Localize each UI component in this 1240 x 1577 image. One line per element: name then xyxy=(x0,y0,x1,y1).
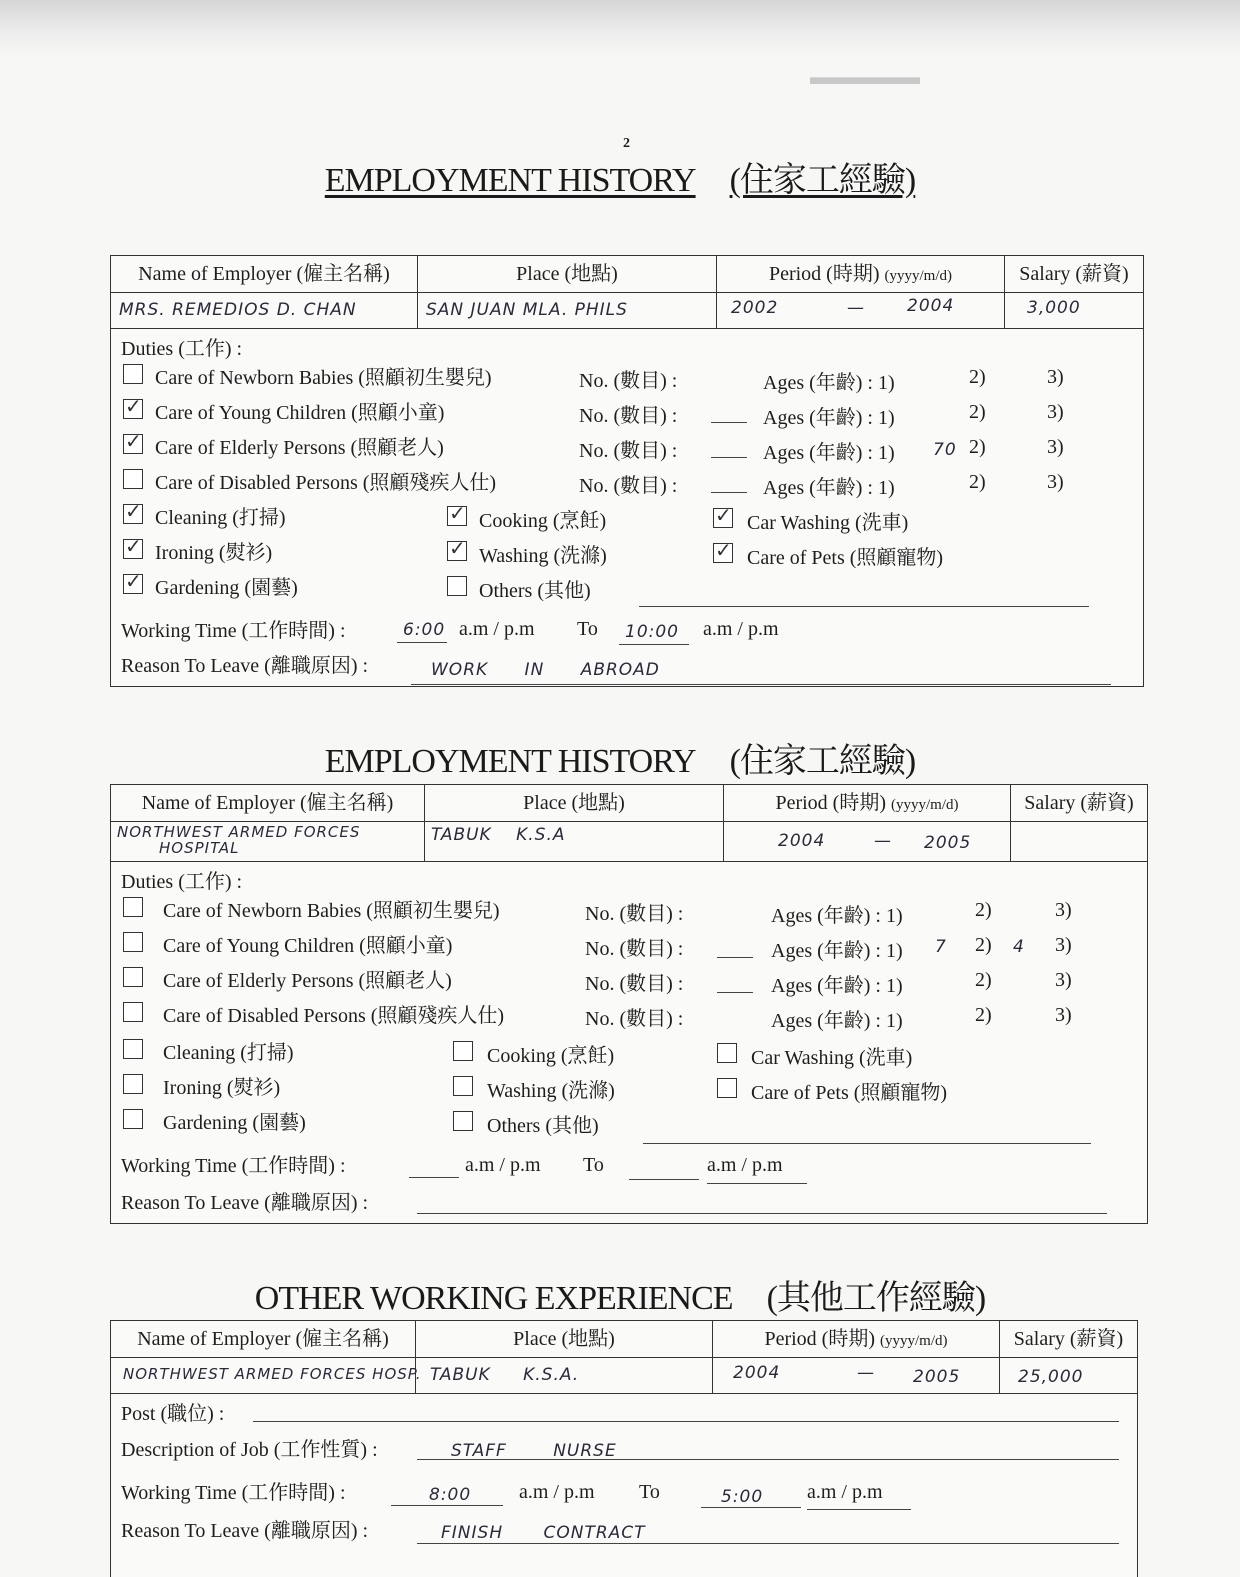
reason-label: Reason To Leave (離職原因) : xyxy=(121,1192,369,1214)
label-disabled: Care of Disabled Persons (照顧殘疾人仕) xyxy=(155,472,497,494)
ages-label: Ages (年齡) : 1) xyxy=(763,407,895,429)
label-car-washing: Car Washing (洗車) xyxy=(747,512,909,534)
age3-label: 3) xyxy=(1055,934,1072,956)
reason-field[interactable] xyxy=(417,1213,1107,1214)
age-written: 70 xyxy=(933,440,957,460)
time-to-field[interactable] xyxy=(629,1179,699,1180)
ampm-label: a.m / p.m xyxy=(707,1154,783,1176)
header-salary: Salary (薪資) xyxy=(1000,1321,1137,1358)
ampm-label: a.m / p.m xyxy=(703,618,779,640)
no-field[interactable] xyxy=(717,992,753,993)
working-time-label: Working Time (工作時間) : xyxy=(121,1155,346,1177)
scan-edge xyxy=(0,0,1240,58)
age2-label: 2) xyxy=(969,401,986,423)
age3-label: 3) xyxy=(1047,366,1064,388)
label-cleaning: Cleaning (打掃) xyxy=(155,507,286,529)
header-place: Place (地點) xyxy=(416,1321,713,1358)
checkbox-washing[interactable] xyxy=(453,1076,473,1096)
label-newborn: Care of Newborn Babies (照顧初生嬰兒) xyxy=(155,367,492,389)
ampm-label: a.m / p.m xyxy=(465,1154,541,1176)
to-label: To xyxy=(639,1481,660,1503)
checkbox-ironing[interactable] xyxy=(123,539,143,559)
label-elderly: Care of Elderly Persons (照顧老人) xyxy=(163,970,452,992)
employment-history-box-1 xyxy=(110,255,1144,687)
label-young-children: Care of Young Children (照顧小童) xyxy=(163,935,453,957)
checkbox-others[interactable] xyxy=(453,1111,473,1131)
ages-label: Ages (年齡) : 1) xyxy=(771,940,903,962)
period-cell[interactable]: 2002 — 2004 xyxy=(717,292,1005,329)
age3-label: 3) xyxy=(1047,401,1064,423)
no-field[interactable] xyxy=(711,492,747,493)
header-employer: Name of Employer (僱主名稱) xyxy=(111,256,418,293)
label-washing: Washing (洗滌) xyxy=(479,545,607,567)
working-time-label: Working Time (工作時間) : xyxy=(121,1482,346,1504)
no-field[interactable] xyxy=(711,422,747,423)
age2-label: 2) xyxy=(969,471,986,493)
no-label: No. (數目) : xyxy=(585,1008,684,1030)
label-cooking: Cooking (烹飪) xyxy=(487,1045,615,1067)
ampm-underline xyxy=(807,1509,911,1510)
age3-label: 3) xyxy=(1047,436,1064,458)
checkbox-car-washing[interactable] xyxy=(713,508,733,528)
others-field[interactable] xyxy=(639,606,1089,607)
no-label: No. (數目) : xyxy=(579,475,678,497)
age-written: 4 xyxy=(1013,937,1025,957)
place-cell[interactable]: TABUK K.S.A xyxy=(425,821,724,862)
age3-label: 3) xyxy=(1055,969,1072,991)
label-others: Others (其他) xyxy=(487,1115,599,1137)
header-period: Period (時期) (yyyy/m/d) xyxy=(717,256,1005,293)
description-label: Description of Job (工作性質) : xyxy=(121,1439,378,1461)
section-title-employment-1: EMPLOYMENT HISTORY (住家工經驗) xyxy=(324,162,916,199)
reason-field[interactable] xyxy=(411,684,1111,685)
place-cell[interactable]: TABUK K.S.A. xyxy=(416,1357,713,1394)
no-label: No. (數目) : xyxy=(579,405,678,427)
time-from-field[interactable] xyxy=(409,1177,459,1178)
no-label: No. (數目) : xyxy=(585,903,684,925)
time-from: 8:00 xyxy=(429,1485,472,1505)
reason-label: Reason To Leave (離職原因) : xyxy=(121,1520,369,1542)
label-washing: Washing (洗滌) xyxy=(487,1080,615,1102)
reason-label: Reason To Leave (離職原因) : xyxy=(121,655,369,677)
checkbox-newborn[interactable] xyxy=(123,897,143,917)
label-pets: Care of Pets (照顧寵物) xyxy=(751,1082,948,1104)
checkbox-elderly[interactable] xyxy=(123,967,143,987)
salary-cell[interactable]: 3,000 xyxy=(1005,292,1143,329)
checkbox-disabled[interactable] xyxy=(123,469,143,489)
age3-label: 3) xyxy=(1055,899,1072,921)
checkbox-car-washing[interactable] xyxy=(717,1043,737,1063)
salary-cell[interactable] xyxy=(1011,821,1147,862)
header-salary: Salary (薪資) xyxy=(1011,785,1147,822)
label-others: Others (其他) xyxy=(479,580,591,602)
header-employer: Name of Employer (僱主名稱) xyxy=(111,785,425,822)
checkbox-cleaning[interactable] xyxy=(123,1039,143,1059)
time-from: 6:00 xyxy=(403,620,446,640)
ampm-label: a.m / p.m xyxy=(807,1481,883,1503)
reason-field[interactable] xyxy=(417,1543,1119,1544)
label-ironing: Ironing (熨衫) xyxy=(163,1077,281,1099)
time-to: 5:00 xyxy=(721,1487,764,1507)
label-pets: Care of Pets (照顧寵物) xyxy=(747,547,944,569)
employment-history-box-2 xyxy=(110,784,1148,1224)
checkbox-newborn[interactable] xyxy=(123,364,143,384)
ages-label: Ages (年齡) : 1) xyxy=(763,442,895,464)
checkbox-gardening[interactable] xyxy=(123,574,143,594)
time-to: 10:00 xyxy=(625,622,679,642)
header-period: Period (時期) (yyyy/m/d) xyxy=(724,785,1011,822)
bleed-through-text: ▬▬▬▬▬ xyxy=(810,64,920,89)
age2-label: 2) xyxy=(975,969,992,991)
page-number: 2 xyxy=(623,136,630,151)
checkbox-young-children[interactable] xyxy=(123,399,143,419)
no-field[interactable] xyxy=(711,457,747,458)
ampm-label: a.m / p.m xyxy=(459,618,535,640)
label-gardening: Gardening (園藝) xyxy=(155,577,298,599)
reason-value: WORK IN ABROAD xyxy=(431,660,660,680)
checkbox-elderly[interactable] xyxy=(123,434,143,454)
checkbox-pets[interactable] xyxy=(717,1078,737,1098)
section-title-employment-2: EMPLOYMENT HISTORY (住家工經驗) xyxy=(324,743,916,780)
ampm-label: a.m / p.m xyxy=(519,1481,595,1503)
reason-value: FINISH CONTRACT xyxy=(441,1523,646,1543)
checkbox-gardening[interactable] xyxy=(123,1109,143,1129)
to-label: To xyxy=(583,1154,604,1176)
age2-label: 2) xyxy=(969,436,986,458)
header-place: Place (地點) xyxy=(425,785,724,822)
time-to-field[interactable] xyxy=(619,644,689,645)
age2-label: 2) xyxy=(975,899,992,921)
checkbox-young-children[interactable] xyxy=(123,932,143,952)
salary-cell[interactable]: 25,000 xyxy=(1000,1357,1137,1394)
label-newborn: Care of Newborn Babies (照顧初生嬰兒) xyxy=(163,900,500,922)
section-title-other-experience: OTHER WORKING EXPERIENCE (其他工作經驗) xyxy=(254,1280,986,1317)
header-employer: Name of Employer (僱主名稱) xyxy=(111,1321,416,1358)
place-cell[interactable]: SAN JUAN MLA. PHILS xyxy=(418,292,717,329)
no-label: No. (數目) : xyxy=(585,938,684,960)
duties-label: Duties (工作) : xyxy=(121,871,243,893)
ampm-underline xyxy=(707,1183,807,1184)
checkbox-pets[interactable] xyxy=(713,543,733,563)
label-cooking: Cooking (烹飪) xyxy=(479,510,607,532)
no-label: No. (數目) : xyxy=(579,440,678,462)
ages-label: Ages (年齡) : 1) xyxy=(771,975,903,997)
age2-label: 2) xyxy=(969,366,986,388)
checkbox-cleaning[interactable] xyxy=(123,504,143,524)
age2-label: 2) xyxy=(975,1004,992,1026)
checkbox-others[interactable] xyxy=(447,576,467,596)
period-cell[interactable]: 2004 — 2005 xyxy=(724,821,1011,862)
header-salary: Salary (薪資) xyxy=(1005,256,1143,293)
ages-label: Ages (年齡) : 1) xyxy=(771,1010,903,1032)
post-field[interactable] xyxy=(253,1421,1119,1422)
period-cell[interactable]: 2004 — 2005 xyxy=(713,1357,1000,1394)
working-time-label: Working Time (工作時間) : xyxy=(121,620,346,642)
label-ironing: Ironing (熨衫) xyxy=(155,542,273,564)
label-disabled: Care of Disabled Persons (照顧殘疾人仕) xyxy=(163,1005,505,1027)
no-label: No. (數目) : xyxy=(579,370,678,392)
checkbox-ironing[interactable] xyxy=(123,1074,143,1094)
ages-label: Ages (年齡) : 1) xyxy=(763,372,895,394)
checkbox-washing[interactable] xyxy=(447,541,467,561)
description-value: STAFF NURSE xyxy=(451,1441,617,1461)
duties-label: Duties (工作) : xyxy=(121,338,243,360)
checkbox-cooking[interactable] xyxy=(453,1041,473,1061)
checkbox-disabled[interactable] xyxy=(123,1002,143,1022)
employer-cell[interactable]: MRS. REMEDIOS D. CHAN xyxy=(111,292,418,329)
others-field[interactable] xyxy=(643,1143,1091,1144)
label-cleaning: Cleaning (打掃) xyxy=(163,1042,294,1064)
employer-cell[interactable]: NORTHWEST ARMED FORCES HOSPITAL xyxy=(111,821,425,862)
time-from-field[interactable] xyxy=(391,1505,503,1506)
post-label: Post (職位) : xyxy=(121,1403,225,1425)
age3-label: 3) xyxy=(1055,1004,1072,1026)
label-gardening: Gardening (園藝) xyxy=(163,1112,306,1134)
to-label: To xyxy=(577,618,598,640)
label-car-washing: Car Washing (洗車) xyxy=(751,1047,913,1069)
ages-label: Ages (年齡) : 1) xyxy=(771,905,903,927)
age3-label: 3) xyxy=(1047,471,1064,493)
header-period: Period (時期) (yyyy/m/d) xyxy=(713,1321,1000,1358)
ages-label: Ages (年齡) : 1) xyxy=(763,477,895,499)
age2-label: 2) xyxy=(975,934,992,956)
time-to-field[interactable] xyxy=(701,1507,801,1508)
employer-cell[interactable]: NORTHWEST ARMED FORCES HOSP. xyxy=(111,1357,416,1394)
label-young-children: Care of Young Children (照顧小童) xyxy=(155,402,445,424)
label-elderly: Care of Elderly Persons (照顧老人) xyxy=(155,437,444,459)
age-written: 7 xyxy=(935,937,947,957)
no-label: No. (數目) : xyxy=(585,973,684,995)
description-field[interactable] xyxy=(417,1459,1119,1460)
header-place: Place (地點) xyxy=(418,256,717,293)
no-field[interactable] xyxy=(717,957,753,958)
checkbox-cooking[interactable] xyxy=(447,506,467,526)
other-experience-box xyxy=(110,1320,1138,1577)
time-from-field[interactable] xyxy=(397,642,447,643)
